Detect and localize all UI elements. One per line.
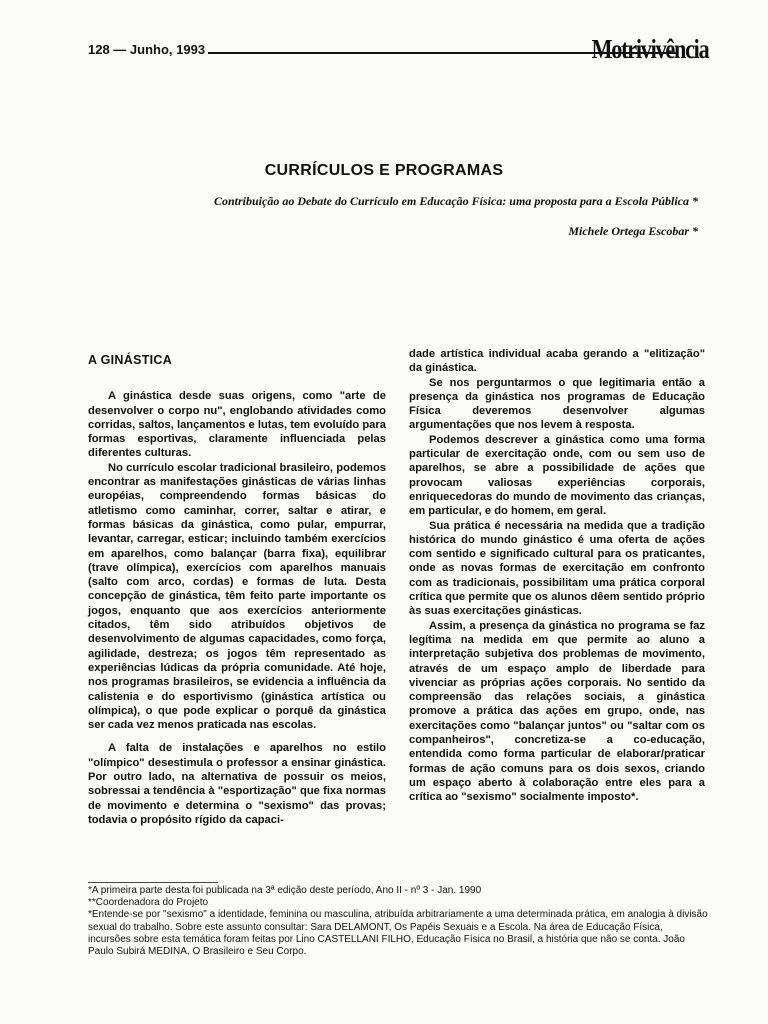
- issue-line: 128 — Junho, 1993: [88, 42, 206, 57]
- article-subtitle: Contribuição ao Debate do Currículo em Educação Física: uma proposta para a Escola Pública *: [213, 194, 698, 208]
- section-heading: A GINÁSTICA: [88, 353, 173, 367]
- paragraph: A ginástica desde suas origens, como "arte de desenvolver o corpo nu", englobando atividades como corridas, saltos, lançamentos e lutas, tem evoluído para formas esportivas, claramente influenciada pelas diferentes culturas.: [88, 390, 386, 460]
- footnote-rule: [88, 882, 218, 883]
- footnote: *A primeira parte desta foi publicada na 3ª edição deste período, Ano II - nº 3 - Jan. 1990: [88, 885, 482, 896]
- paragraph: Se nos perguntarmos o que legitimaria então a presença da ginástica nos programas de Educação Física deveremos desenvolver algumas argumentações que nos levem à resposta.: [409, 376, 705, 432]
- article-title: CURRÍCULOS E PROGRAMAS: [264, 162, 504, 179]
- right-column: [409, 347, 705, 805]
- journal-logo: Motrivivência: [591, 34, 708, 64]
- left-column: [88, 340, 386, 827]
- paragraph: A falta de instalações e aparelhos no estilo "olímpico" desestimula o professor a ensinar ginástica. Por outro lado, na alternativa de possuir os meios, sobressai a tendência à "esportização" que fixa normas de movimento e determina o "sexismo" das provas; todavia o propósito rígido da capaci-: [88, 742, 386, 826]
- footnote-definition: *Entende-se por "sexismo" a identidade, feminina ou masculina, atribuída arbitrariamente a uma determinada prática, em analogia à divisão sexual do trabalho. Sobre este assunto consultar: Sara DELAMONT, Os Papéis Sexuais e a Escola. Na área de Educação Física, incursões sobre esta temática foram feitas por Lino CASTELLANI FILHO, Educação Física no Brasil, a história que não se conta. João Paulo Subirá MEDINA, O Brasileiro e Seu Corpo.: [88, 909, 708, 958]
- paragraph: Sua prática é necessária na medida que a tradição histórica do mundo ginástico é uma oferta de ações com sentido e significado cultural para os praticantes, onde as novas formas de exercitação em confronto com as tradicionais, possibilitam uma prática corporal crítica que permite que os alunos dêem sentido próprio às suas exercitações ginásticas.: [409, 519, 705, 618]
- article-author: Michele Ortega Escobar *: [568, 224, 698, 238]
- footnote: **Coordenadora do Projeto: [88, 897, 209, 909]
- footnotes: [88, 882, 708, 958]
- paragraph: No currículo escolar tradicional brasileiro, podemos encontrar as manifestações ginásticas de várias linhas européias, compreendendo formas básicas do atletismo como caminhar, correr, saltar e atirar, e formas básicas da ginástica, como pular, empurrar, levantar, carregar, esticar; incluindo também exercícios em aparelhos, como balançar (barra fixa), equilibrar (trave olímpica), exercícios com aparelhos manuais (salto com arco, cordas) e formas de luta. Desta concepção de ginástica, têm feito parte importante os jogos, enquanto que aos exercícios anteriormente citados, têm sido atribuídos objetivos de desenvolvimento de algumas capacidades, como força, agilidade, destreza; os jogos têm representado as experiências lúdicas da própria comunidade. Até hoje, nos programas brasileiros, se evidencia a influência da calistenia e do esportivismo (ginástica artística ou olímpica), o que pode explicar o porquê da ginástica ser cada vez menos praticada nas escolas.: [88, 461, 386, 732]
- paragraph: dade artística individual acaba gerando a "elitização" da ginástica.: [409, 348, 705, 375]
- page-header: [88, 34, 708, 64]
- paragraph: Assim, a presença da ginástica no programa se faz legítima na medida em que permite ao aluno a interpretação subjetiva dos problemas de movimento, através de um espaço amplo de liberdade para vivenciar as próprias ações corporais. No sentido da compreensão das relações sociais, a ginástica promove a prática das ações em grupo, onde, nas exercitações como "balançar juntos" ou "saltar com os companheiros", concretiza-se a co-educação, entendida como forma particular de elaborar/praticar formas de ação comuns para os dois sexos, criando um espaço aberto à colaboração entre eles para a crítica ao "sexismo" socialmente imposto*.: [409, 619, 705, 804]
- paragraph: Podemos descrever a ginástica como uma forma particular de exercitação onde, com ou sem uso de aparelhos, se abre a possibilidade de ações que provocam valiosas experiências corporais, enriquecedoras do mundo de movimento das crianças, em particular, e do homem, em geral.: [409, 433, 705, 518]
